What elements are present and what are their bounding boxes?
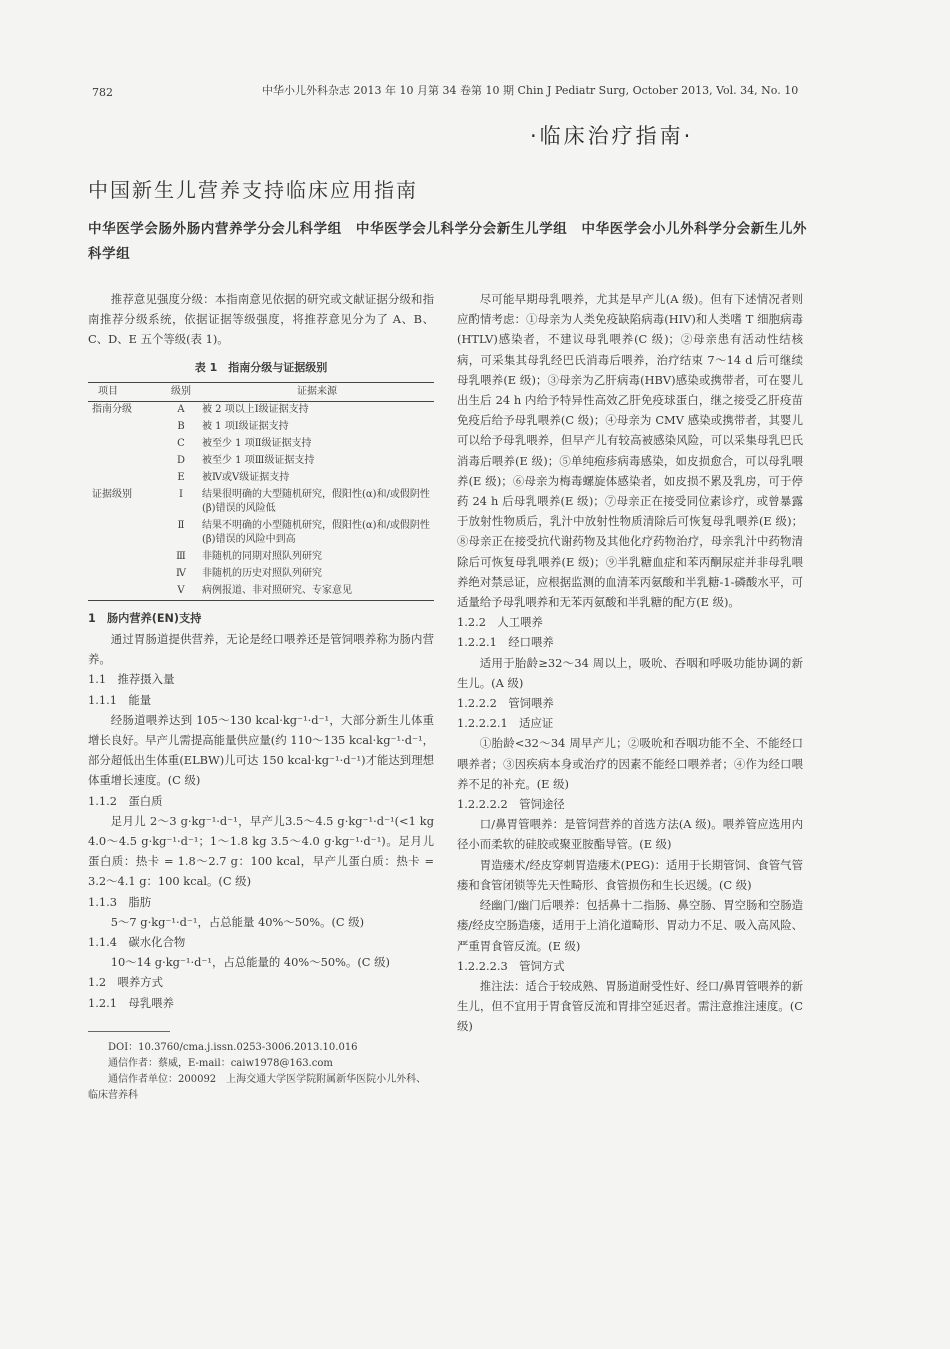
table-cell-level: Ⅱ: [177, 520, 185, 532]
table-cell-source: 被 1 项Ⅰ级证据支持: [202, 421, 289, 433]
left-column: [88, 289, 434, 1104]
footnotes: [88, 1040, 434, 1104]
footnote-corresponding-author: 通信作者：蔡威，E-mail：caiw1978@163.com: [108, 1057, 333, 1069]
table-cell-level: D: [176, 455, 186, 467]
table-row: [88, 549, 434, 566]
heading-1-1-2: 1.1.2 蛋白质: [88, 793, 163, 808]
table-cell-item: [88, 470, 162, 487]
table-cell-level: Ⅰ: [179, 489, 183, 501]
table-cell-level: C: [177, 438, 185, 450]
table-cell-level: Ⅴ: [162, 583, 200, 601]
heading-1-2-1: 1.2.1 母乳喂养: [88, 995, 174, 1010]
heading-1-2-2-2-3: 1.2.2.2.3 管饲方式: [457, 958, 565, 973]
table-cell-source: 非随机的同期对照队列研究: [202, 551, 322, 563]
grading-table: [88, 382, 434, 601]
paragraph-indications: ①胎龄<32～34 周早产儿；②吸吮和吞咽功能不全、不能经口喂养者；③因疾病本身或治疗的因素不能经口喂养者；④作为经口喂养不足的补充。(E 级): [457, 736, 803, 791]
heading-1-2: 1.2 喂养方式: [88, 975, 164, 990]
article-title: 中国新生儿营养支持临床应用指南: [88, 178, 418, 202]
table-cell-item: 证据级别: [92, 489, 132, 501]
table-cell-item: [88, 518, 162, 549]
paragraph-gastrostomy: 胃造瘘术/经皮穿刺胃造瘘术(PEG)：适用于长期管饲、食管气管瘘和食管闭锁等先天性畸形、食管损伤和生长迟缓。(C 级): [457, 857, 803, 892]
table-row: [88, 487, 434, 518]
section-tag: ·临床治疗指南·: [530, 124, 694, 148]
table-row: [88, 401, 434, 419]
table-cell-source: 非随机的历史对照队列研究: [202, 568, 322, 580]
table-cell-item: [88, 549, 162, 566]
table-cell-level: A: [177, 404, 185, 416]
table-header-level: 级别: [162, 382, 200, 401]
table-cell-source: 被Ⅳ或Ⅴ级证据支持: [202, 472, 290, 484]
table-row: [88, 583, 434, 601]
paragraph-protein: 足月儿 2～3 g·kg⁻¹·d⁻¹，早产儿3.5～4.5 g·kg⁻¹·d⁻¹(<1 kg 4.0～4.5 g·kg⁻¹·d⁻¹；1～1.8 kg 3.5～4.0 g·kg⁻¹·d⁻¹)。足月儿蛋白质：热卡 = 1.8～2.7 g：100 kcal，早产儿蛋白质：热卡 = 3.2～4.1 g：100 kcal。(C 级): [88, 813, 434, 889]
paragraph-carbohydrate: 10～14 g·kg⁻¹·d⁻¹，占总能量的 40%～50%。(C 级): [110, 955, 390, 970]
table-cell-source: 被至少 1 项Ⅱ级证据支持: [202, 438, 312, 450]
table-row: [88, 518, 434, 549]
heading-1-1-3: 1.1.3 脂肪: [88, 894, 152, 909]
table-cell-level: E: [177, 472, 185, 484]
right-column: [457, 289, 803, 1037]
table-cell-source: 被至少 1 项Ⅲ级证据支持: [202, 455, 315, 467]
table-row: [88, 419, 434, 436]
table-cell-item: 指南分级: [92, 404, 132, 416]
footnote-doi: DOI：10.3760/cma.j.issn.0253-3006.2013.10.016: [108, 1041, 358, 1053]
table-row: [88, 436, 434, 453]
table-cell-item: [88, 583, 162, 601]
table-row: [88, 470, 434, 487]
table-header-item: 项目: [88, 382, 162, 401]
table-cell-source: 结果很明确的大型随机研究，假阳性(α)和/或假阴性(β)错误的风险低: [202, 489, 430, 515]
table-header-row: [88, 382, 434, 401]
table-row: [88, 453, 434, 470]
heading-1-2-2: 1.2.2 人工喂养: [457, 615, 543, 630]
heading-1-2-2-2-1: 1.2.2.2.1 适应证: [457, 716, 554, 731]
paragraph-energy: 经肠道喂养达到 105～130 kcal·kg⁻¹·d⁻¹，大部分新生儿体重增长良好。早产儿需提高能量供应量(约 110～135 kcal·kg⁻¹·d⁻¹，部分超低出生体重(ELBW)儿可达 150 kcal·kg⁻¹·d⁻¹)才能达到理想体重增长速度。(C 级): [88, 712, 434, 788]
heading-1-2-2-1: 1.2.2.1 经口喂养: [457, 635, 554, 650]
table-cell-level: Ⅲ: [176, 551, 186, 563]
table-caption: 表 1 指南分级与证据级别: [194, 360, 328, 374]
table-header-source: 证据来源: [200, 382, 434, 401]
paragraph-oral-feeding: 适用于胎龄≥32～34 周以上，吸吮、吞咽和呼吸功能协调的新生儿。(A 级): [457, 655, 803, 690]
table-cell-level: Ⅳ: [176, 568, 186, 580]
paragraph-en-definition: 通过胃肠道提供营养，无论是经口喂养还是管饲喂养称为肠内营养。: [88, 632, 434, 667]
table-cell-level: B: [177, 421, 185, 433]
heading-1-1-4: 1.1.4 碳水化合物: [88, 935, 186, 950]
footnote-author-unit: 通信作者单位：200092 上海交通大学医学院附属新华医院小儿外科、临床营养科: [88, 1073, 427, 1101]
paragraph-bolus-feeding: 推注法：适合于较成熟、胃肠道耐受性好、经口/鼻胃管喂养的新生儿，但不宜用于胃食管反流和胃排空延迟者。需注意推注速度。(C 级): [457, 978, 803, 1034]
table-row: [88, 566, 434, 583]
running-head: 中华小儿外科杂志 2013 年 10 月第 34 卷第 10 期 Chin J Pediatr Surg, October 2013, Vol. 34, No. 10: [262, 84, 799, 97]
heading-1-2-2-2-2: 1.2.2.2.2 管饲途径: [457, 797, 565, 812]
paragraph-breastfeeding: 尽可能早期母乳喂养，尤其是早产儿(A 级)。但有下述情况者则应酌情考虑：①母亲为人类免疫缺陷病毒(HIV)和人类嗜 T 细胞病毒(HTLV)感染者，不建议母乳喂养(C 级)；②母亲患有活动性结核病，可采集其母乳经巴氏消毒后喂养，治疗结束 7～14 d 后可继续母乳喂养(E 级)；③母亲为乙肝病毒(HBV)感染或携带者，可在婴儿出生后 24 h 内给予特异性高效乙肝免疫球蛋白，继之接受乙肝疫苗免疫后给予母乳喂养(C 级)；④母亲为 CMV 感染或携带者，其婴儿可以给予母乳喂养，但早产儿有较高被感染风险，可以采集母乳巴氏消毒后喂养(E 级)；⑤单纯疱疹病毒感染，如皮损愈合，可以母乳喂养(E 级)；⑥母亲为梅毒螺旋体感染者，如皮损不累及乳房，可于停药 24 h 后母乳喂养(E 级)；⑦母亲正在接受同位素诊疗，或曾暴露于放射性物质后，乳汁中放射性物质清除后可恢复母乳喂养(E 级)；⑧母亲正在接受抗代谢药物及其他化疗药物治疗，母亲乳汁中药物清除后可恢复母乳喂养(E 级)；⑨半乳糖血症和苯丙酮尿症并非母乳喂养绝对禁忌证，应根据监测的血清苯丙氨酸和半乳糖-1-磷酸水平，可适量给予母乳喂养和无苯丙氨酸和半乳糖的配方(E 级)。: [457, 292, 803, 610]
paragraph-fat: 5～7 g·kg⁻¹·d⁻¹，占总能量 40%～50%。(C 级): [110, 914, 365, 929]
intro-paragraph: 推荐意见强度分级：本指南意见依据的研究或文献证据分级和指南推荐分级系统，依据证据等级强度，将推荐意见分为了 A、B、C、D、E 五个等级(表 1)。: [88, 292, 434, 347]
table-cell-item: [88, 419, 162, 436]
table-cell-item: [88, 566, 162, 583]
paragraph-nasogastric: 口/鼻胃管喂养：是管饲营养的首选方法(A 级)。喂养管应选用内径小而柔软的硅胶或聚亚胺酯导管。(E 级): [457, 817, 803, 852]
heading-1: 1 肠内营养(EN)支持: [88, 611, 202, 625]
table-cell-source: 结果不明确的小型随机研究，假阳性(α)和/或假阴性(β)错误的风险中到高: [202, 520, 430, 546]
table-cell-source: 病例报道、非对照研究、专家意见: [200, 583, 434, 601]
heading-1-2-2-2: 1.2.2.2 管饲喂养: [457, 696, 554, 711]
paragraph-postpyloric: 经幽门/幽门后喂养：包括鼻十二指肠、鼻空肠、胃空肠和空肠造瘘/经皮空肠造瘘，适用于上消化道畸形、胃动力不足、吸入高风险、严重胃食管反流。(E 级): [457, 898, 803, 953]
table-cell-source: 被 2 项以上Ⅰ级证据支持: [202, 404, 309, 416]
page-number: 782: [92, 86, 113, 99]
table-cell-item: [88, 453, 162, 470]
footnote-divider: [88, 1031, 170, 1032]
heading-1-1-1: 1.1.1 能量: [88, 692, 152, 707]
author-affiliations: 中华医学会肠外肠内营养学分会儿科学组 中华医学会儿科学分会新生儿学组 中华医学会小儿外科学分会新生儿外科学组: [88, 221, 808, 262]
heading-1-1: 1.1 推荐摄入量: [88, 672, 175, 687]
table-cell-item: [88, 436, 162, 453]
